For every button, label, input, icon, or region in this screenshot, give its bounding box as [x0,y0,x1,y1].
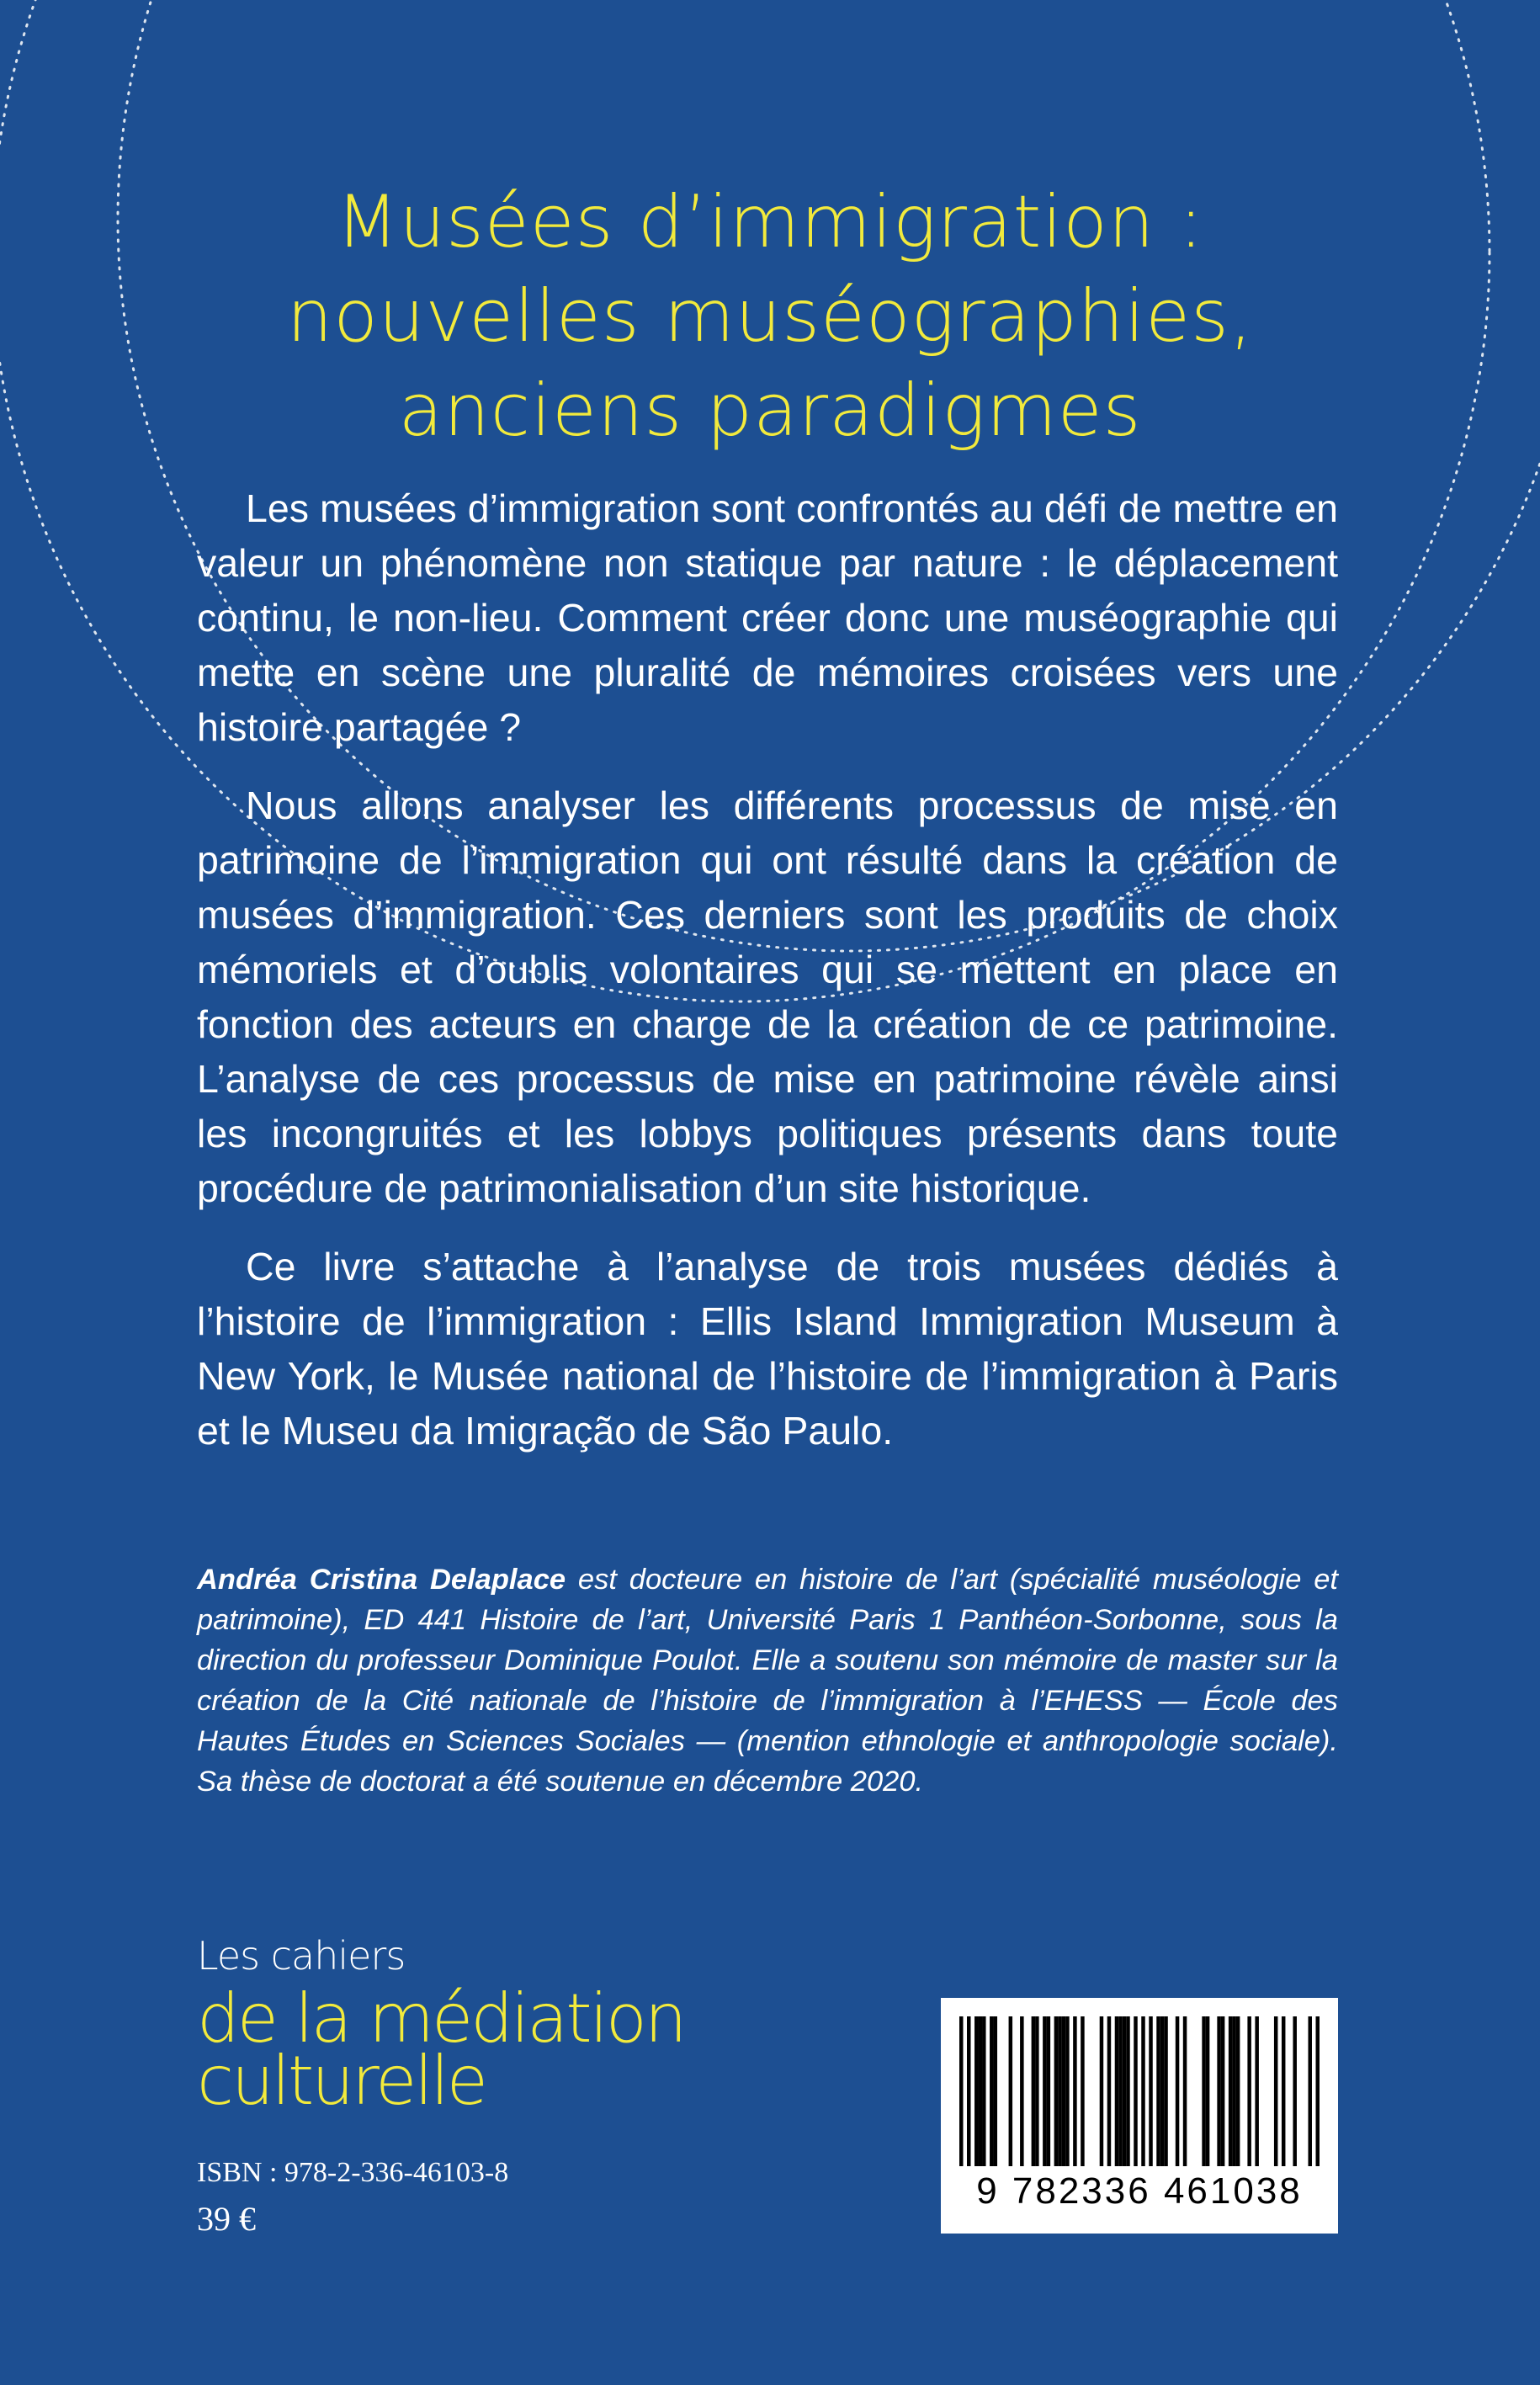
barcode-bar [1047,2016,1051,2166]
barcode-bar [1236,2016,1240,2166]
barcode-bar [1126,2016,1130,2166]
barcode-panel [941,1998,1338,2234]
barcode-bar [1058,2016,1062,2166]
barcode-bar [1054,2016,1059,2166]
barcode-bar [1134,2016,1138,2166]
blurb [197,481,1338,1482]
barcode-bar [1217,2016,1221,2166]
barcode-bar [1065,2016,1070,2166]
barcode-bar [990,2016,994,2166]
title-line-2: nouvelles muséographies, [286,274,1254,359]
barcode-bar [982,2016,986,2166]
barcode-bar [1232,2016,1236,2166]
barcode-bar [1176,2016,1180,2166]
author-bio-text: est docteure en histoire de l’art (spécialité muséologie et patrimoine), ED 441 Histoire de l’art, Université Paris 1 Panthéon-Sorbonne, sous la direction du professeur Dominique Poulot. Elle a soutenu son mémoire de master sur la création de la Cité nationale de l’histoire de l’immigration à l’EHESS — École des Hautes Études en Sciences Sociales — (mention ethnologie et anthropologie sociale). Sa thèse de doctorat a été soutenue en décembre 2020. [197,1564,1339,1798]
price: 39 € [197,2200,256,2238]
barcode-bar [1308,2016,1312,2166]
barcode-bar [1255,2016,1259,2166]
barcode-bar [1149,2016,1153,2166]
barcode-bar [974,2016,979,2166]
barcode-bar [1293,2016,1297,2166]
series-name [197,1979,685,2120]
isbn-text: ISBN : 978-2-336-46103-8 [197,2157,509,2188]
barcode-bar [1100,2016,1104,2166]
barcode-digits: 9 782336 461038 [976,2170,1303,2212]
barcode-bar [1020,2016,1024,2166]
barcode-bar [1247,2016,1251,2166]
author-bio [197,1559,1338,1802]
barcode-bar [1229,2016,1233,2166]
barcode-bar [1043,2016,1047,2166]
blurb-paragraph-2: Nous allons analyser les différents processus de mise en patrimoine de l’immigration qui ont résulté dans la création de musées d’immigration. Ces derniers sont les produits de choix mémoriels et d’oublis volontaires qui se mettent en place en fonction des acteurs en charge de la création de ce patrimoine. L’analyse de ces processus de mise en patrimoine révèle ainsi les incongruités et les lobbys politiques présents dans toute procédure de patrimonialisation d’un site historique. [197,783,1338,1210]
barcode-bar [1274,2016,1278,2166]
barcode-bar [1202,2016,1206,2166]
barcode-bar [959,2016,964,2166]
series-label-top: Les cahiers [197,1933,406,1979]
barcode-bar [1032,2016,1036,2166]
barcode-bar [1118,2016,1123,2166]
author-name: Andréa Cristina Delaplace [197,1564,566,1596]
barcode-bar [1073,2016,1077,2166]
barcode-bar [1164,2016,1168,2166]
series-name-line-2: culturelle [197,2042,486,2120]
barcode-bar [1315,2016,1320,2166]
barcode-bar [1206,2016,1210,2166]
barcode-bar [967,2016,971,2166]
barcode-bar [1221,2016,1225,2166]
book-title [151,175,1389,458]
barcode-bar [1107,2016,1112,2166]
barcode-bar [1156,2016,1160,2166]
title-line-1: Musées d’immigration : [336,179,1204,264]
title-line-3: anciens paradigmes [398,368,1142,453]
blurb-paragraph-3: Ce livre s’attache à l’analyse de trois musées dédiés à l’histoire de l’immigration : Ellis Island Immigration Museum à New York, le Musée national de l’histoire de l’immigration à Paris et le Museu da Imigração de São Paulo. [197,1245,1338,1453]
barcode-bar [979,2016,983,2166]
barcode-bar [1062,2016,1066,2166]
barcode-bar [1035,2016,1039,2166]
barcode-bar [1160,2016,1165,2166]
ean13-barcode-icon [959,2016,1320,2166]
blurb-paragraph-1: Les musées d’immigration sont confrontés au défi de mettre en valeur un phénomène non statique par nature : le déplacement continu, le non-lieu. Comment créer donc une muséographie qui mette en scène une pluralité de mémoires croisées vers une histoire partagée ? [197,486,1338,749]
barcode-bar [994,2016,998,2166]
barcode-bar [1282,2016,1286,2166]
series-name-line-1: de la médiation [197,1979,685,2058]
barcode-bar [1115,2016,1119,2166]
barcode-bar [1183,2016,1187,2166]
barcode-bar [1123,2016,1127,2166]
barcode-bar [1009,2016,1013,2166]
barcode-bar [1141,2016,1145,2166]
barcode-bar [1081,2016,1085,2166]
